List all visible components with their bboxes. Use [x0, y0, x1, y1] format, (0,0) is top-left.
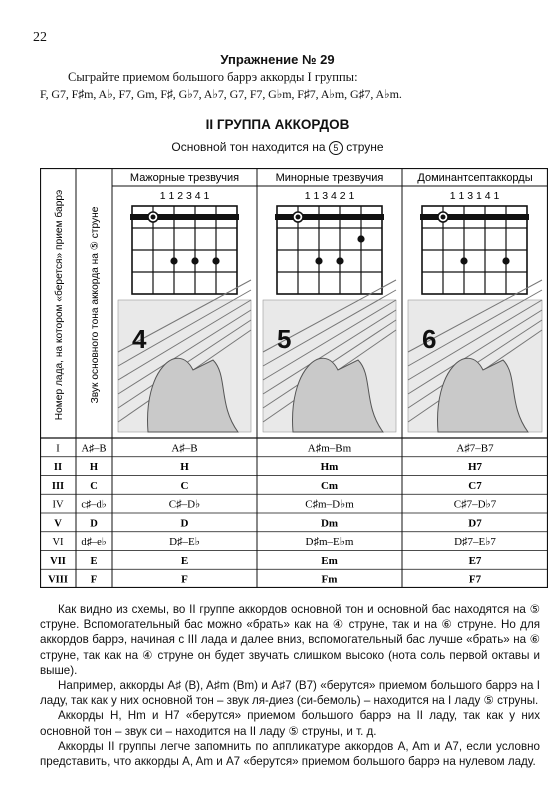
exercise-chord-list: F, G7, F♯m, A♭, F7, Gm, F♯, G♭7, A♭7, G7, F7, G♭m, F♯7, A♭m, G♯7, A♭m.: [40, 87, 402, 101]
finger-dot: [170, 257, 177, 264]
finger-dot: [191, 257, 198, 264]
dom7-cell: E7: [468, 554, 482, 567]
minor-cell: C♯m–D♭m: [305, 498, 354, 511]
paragraph-3: Аккорды H, Hm и H7 «берутся» приемом большого баррэ на II ладу, так как у них основной тон – звук си – находится на II ладу ⑤ струны, и т. д.: [40, 709, 540, 738]
exercise-instruction: Сыграйте приемом большого баррэ аккорды I группы:: [68, 70, 358, 84]
major-cell: A♯–B: [171, 442, 198, 455]
note-cell: C: [90, 480, 98, 492]
finger-dot: [315, 257, 322, 264]
fingering-numbers: 1 1 3 1 4 1: [449, 190, 500, 202]
column-header: Минорные трезвучия: [275, 172, 384, 184]
chord-diagrams: [130, 190, 529, 294]
note-cell: F: [90, 574, 98, 586]
paragraph-4: Аккорды II группы легче запомнить по аппликатуре аккордов A, Am и A7, если условно представить, что аккорды A, Am и A7 «берутся» приемом большого баррэ на нулевом ладу.: [40, 739, 540, 769]
major-cell: E: [180, 554, 189, 567]
note-cell: c♯–d♭: [81, 499, 107, 511]
string-number-circle: 5: [329, 141, 343, 155]
root-note-center: [441, 215, 446, 220]
note-cell: E: [90, 555, 98, 567]
exercise-title: Упражнение № 29: [220, 52, 335, 67]
major-cell: C: [180, 479, 189, 492]
fret-cell: I: [56, 443, 60, 455]
vertical-header-fret: Номер лада, на котором «берется» прием баррэ: [54, 189, 65, 421]
fret-cell: VI: [52, 537, 64, 549]
section-subtitle: [0, 140, 555, 155]
table-rows: [48, 442, 497, 585]
fret-cell: IV: [52, 499, 64, 511]
fingering-numbers: 1 1 2 3 4 1: [159, 190, 210, 202]
minor-cell: Hm: [320, 461, 339, 474]
photo-number: 4: [132, 324, 147, 354]
minor-cell: Em: [321, 554, 338, 567]
dom7-cell: D♯7–E♭7: [454, 536, 496, 549]
fingering-numbers: 1 1 3 4 2 1: [304, 190, 355, 202]
fret-cell: VIII: [48, 574, 68, 586]
dom7-cell: A♯7–B7: [456, 442, 494, 455]
minor-cell: Cm: [320, 479, 339, 492]
note-cell: d♯–e♭: [81, 537, 107, 549]
major-cell: C♯–D♭: [168, 498, 201, 511]
finger-dot: [336, 257, 343, 264]
finger-dot: [212, 257, 219, 264]
note-cell: A♯–B: [81, 443, 107, 455]
barre-bar: [420, 214, 529, 220]
dom7-cell: F7: [468, 573, 482, 586]
minor-cell: A♯m–Bm: [307, 442, 352, 455]
column-header: Доминантсептаккорды: [417, 172, 533, 184]
major-cell: H: [180, 461, 189, 474]
root-note-center: [296, 215, 301, 220]
finger-dot: [357, 235, 364, 242]
section-title: II ГРУППА АККОРДОВ: [205, 117, 350, 132]
fret-cell: II: [53, 462, 63, 474]
fret-cell: VII: [50, 555, 66, 567]
barre-bar: [275, 214, 384, 220]
dom7-cell: C7: [468, 479, 482, 492]
finger-dot: [502, 257, 509, 264]
root-note-center: [151, 215, 156, 220]
minor-cell: Dm: [320, 517, 339, 530]
finger-dot: [460, 257, 467, 264]
note-cell: D: [90, 518, 98, 530]
vertical-header-note: Звук основного тона аккорда на ⑤ струне: [90, 206, 101, 404]
photo-number: 6: [422, 324, 437, 354]
body-text: [40, 602, 540, 769]
chord-table: [40, 168, 548, 588]
dom7-cell: H7: [467, 461, 483, 474]
column-header: Мажорные трезвучия: [129, 172, 240, 184]
dom7-cell: C♯7–D♭7: [453, 498, 497, 511]
photo-number: 5: [277, 324, 292, 354]
major-cell: D♯–E♭: [169, 536, 200, 549]
fret-cell: III: [51, 480, 65, 492]
note-cell: H: [89, 462, 99, 474]
paragraph-2: Например, аккорды A♯ (B), A♯m (Bm) и A♯7 (B7) «берутся» приемом большого баррэ на I ладу, так как у них основной тон – звук ля-диез (си-бемоль) – находится на I ладу ⑤ струны.: [40, 679, 540, 708]
page-number: 22: [33, 30, 47, 45]
minor-cell: Fm: [321, 573, 338, 586]
dom7-cell: D7: [468, 517, 482, 530]
subtitle-text-before: Основной тон находится на: [171, 140, 326, 154]
minor-cell: D♯m–E♭m: [305, 536, 354, 549]
hand-photos: [118, 280, 542, 432]
barre-bar: [130, 214, 239, 220]
subtitle-text-after: струне: [346, 140, 384, 154]
major-cell: D: [180, 517, 189, 530]
major-cell: F: [181, 573, 188, 586]
fret-cell: V: [54, 518, 62, 530]
paragraph-1: Как видно из схемы, во II группе аккордов основной тон и основной бас находятся на ⑤ струне. Вспомогательный бас можно «брать» как на ④ струне, так и на ⑥ струне. Но для аккордов баррэ, начиная с III лада и далее вниз, вспомогательный бас лучше «брать» на ⑥ струне, так как на ④ струне он будет звучать слишком высоко (нота соль первой октавы и выше).: [40, 603, 540, 677]
